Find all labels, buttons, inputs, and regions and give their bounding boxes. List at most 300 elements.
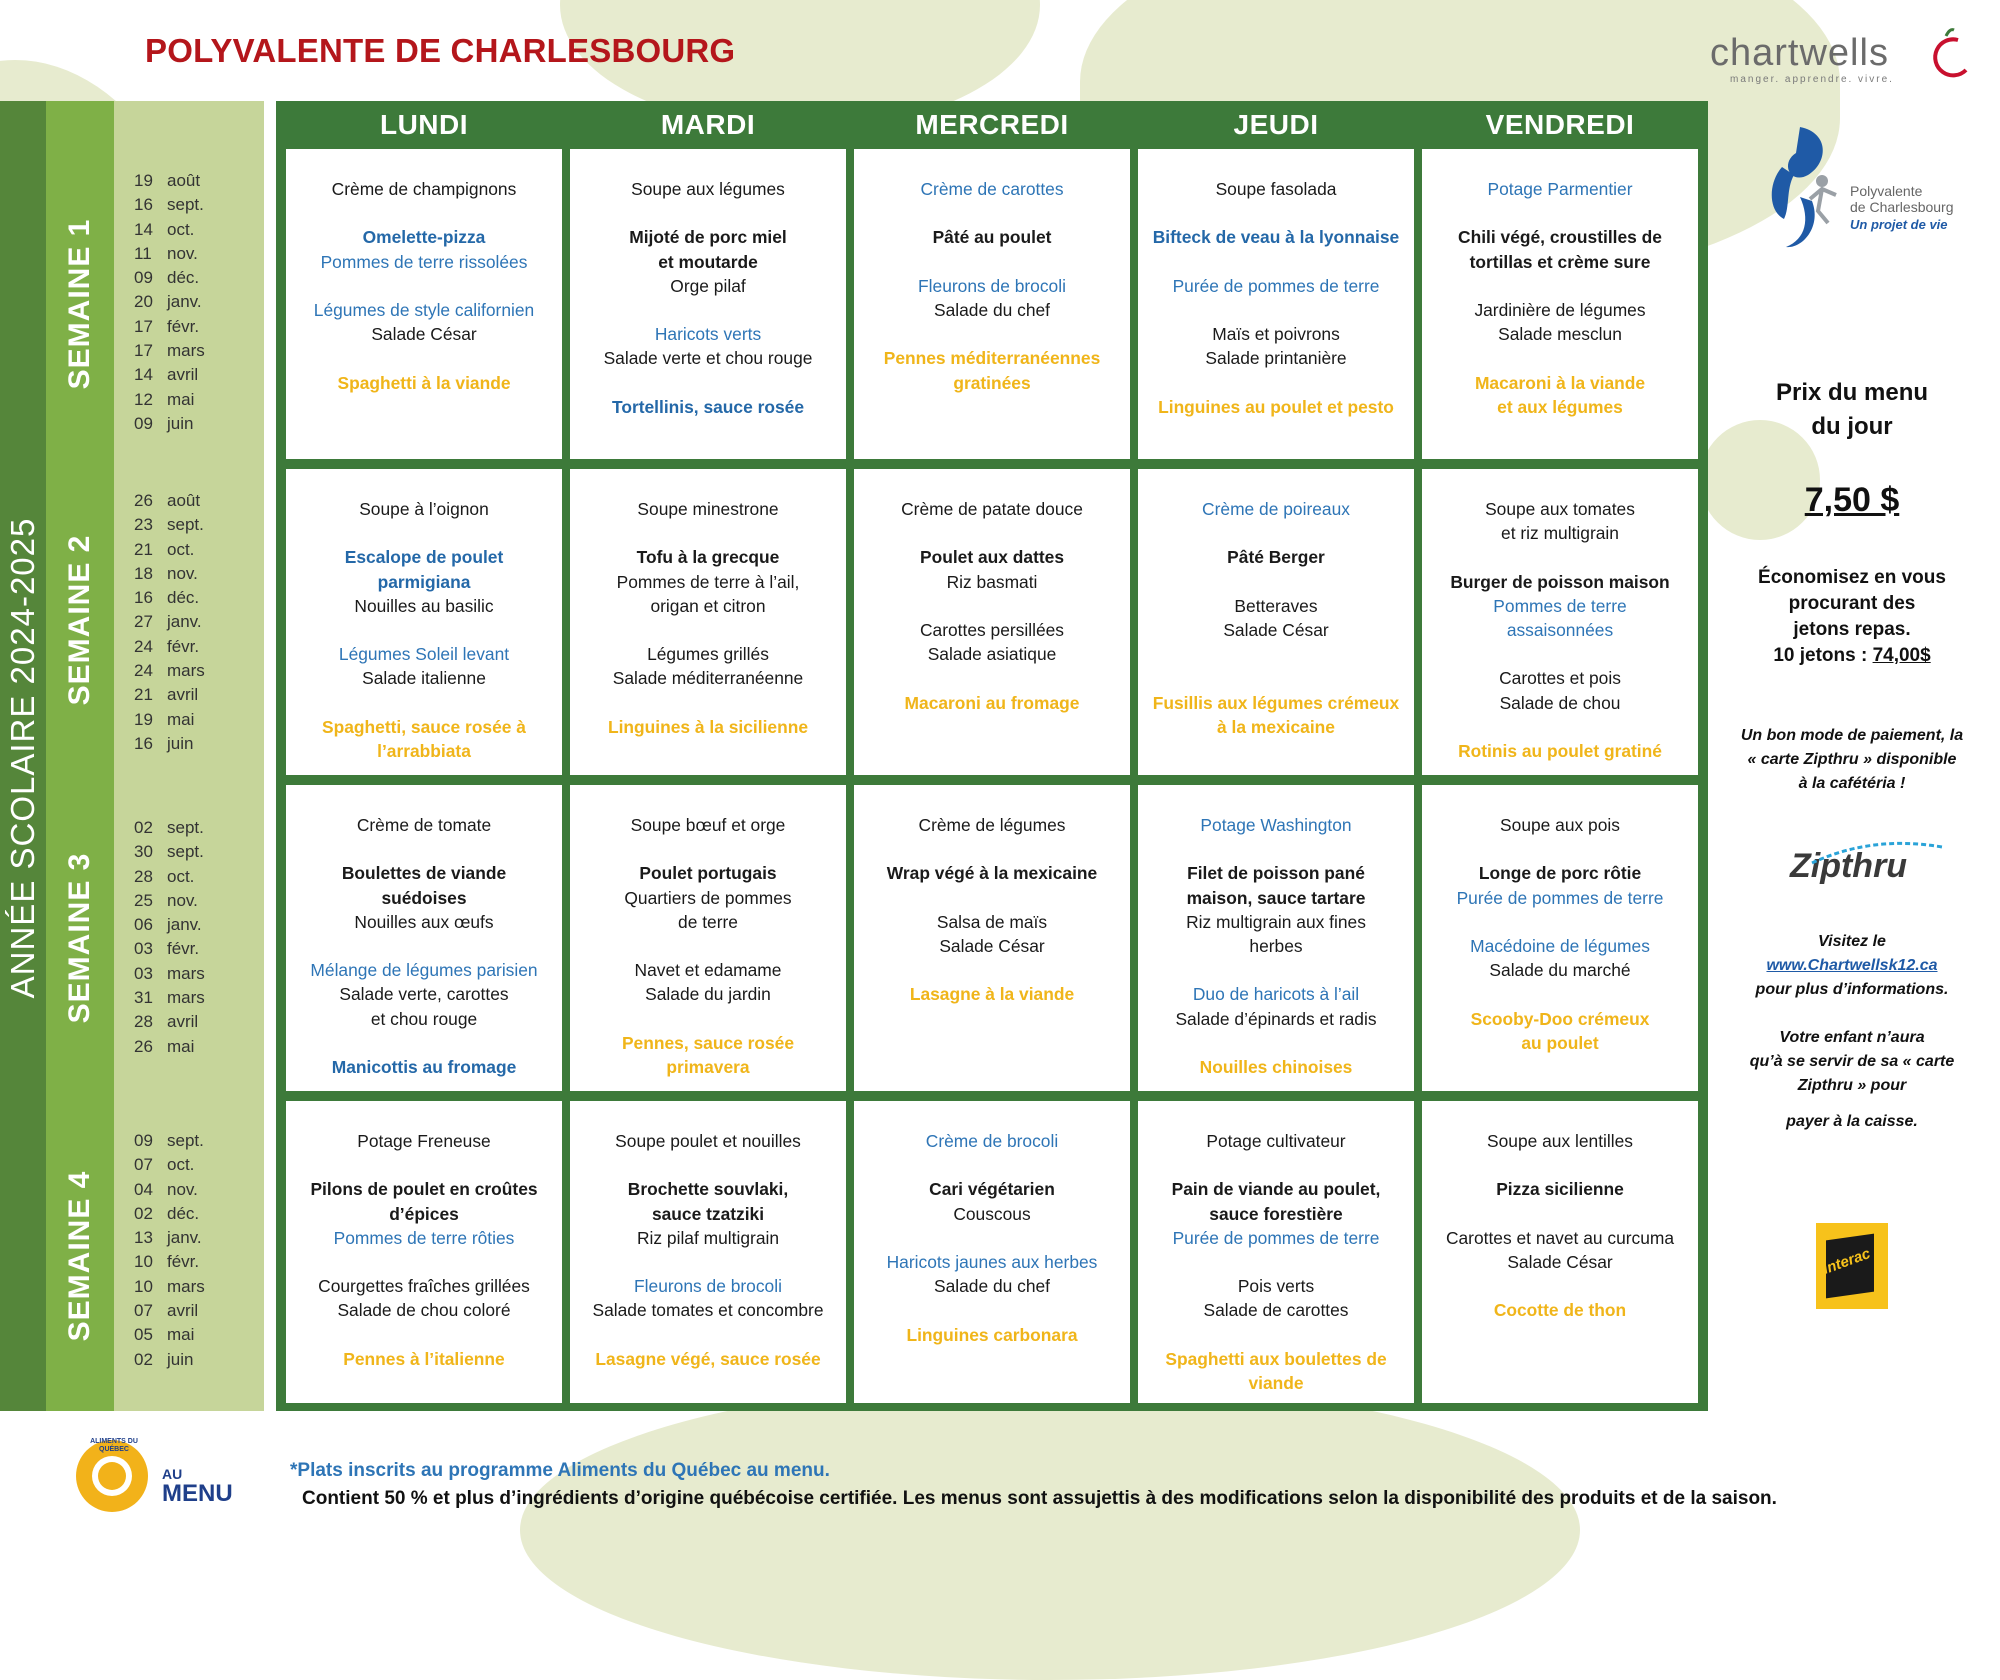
menu-spacer bbox=[574, 298, 842, 322]
date-day: 23 bbox=[134, 515, 153, 535]
date-day: 30 bbox=[134, 842, 153, 862]
menu-spacer bbox=[858, 1226, 1126, 1250]
aliments-au-text: AU bbox=[162, 1466, 183, 1482]
date-day: 09 bbox=[134, 268, 153, 288]
menu-cell-content bbox=[290, 177, 558, 395]
price-value: 7,50 $ bbox=[1804, 481, 1900, 519]
menu-item: Purée de pommes de terre bbox=[1172, 1227, 1380, 1248]
menu-spacer bbox=[290, 1153, 558, 1177]
child-line3: Zipthru » pour bbox=[1797, 1077, 1907, 1094]
menu-spacer bbox=[1142, 1153, 1410, 1177]
menu-item: Salade italienne bbox=[362, 668, 486, 689]
menu-item: Salade du chef bbox=[933, 299, 1051, 320]
menu-item: Navet et edamame bbox=[634, 960, 782, 981]
menu-spacer bbox=[1426, 545, 1694, 569]
bg-blob-bottom bbox=[520, 1380, 1580, 1680]
date-row bbox=[134, 1155, 205, 1179]
date-row bbox=[134, 685, 205, 709]
menu-item: sauce tzatziki bbox=[651, 1203, 765, 1224]
date-row bbox=[134, 1228, 205, 1252]
date-row bbox=[134, 390, 205, 414]
footnote-program: *Plats inscrits au programme Aliments du Québec au menu. bbox=[290, 1460, 830, 1481]
menu-spacer bbox=[1142, 837, 1410, 861]
zipthru-logo-text: Zipthru bbox=[1790, 847, 1908, 885]
date-day: 03 bbox=[134, 963, 153, 983]
menu-item: Spaghetti, sauce rosée à bbox=[322, 716, 526, 737]
date-month: sept. bbox=[167, 818, 204, 837]
menu-spacer bbox=[858, 958, 1126, 982]
date-day: 24 bbox=[134, 636, 153, 656]
date-month: avril bbox=[167, 685, 199, 705]
date-row bbox=[134, 637, 205, 661]
menu-item: Lasagne à la viande bbox=[909, 984, 1075, 1005]
aliments-menu-text: MENU bbox=[162, 1480, 233, 1507]
menu-item: sauce forestière bbox=[1209, 1203, 1343, 1224]
menu-item: Linguines carbonara bbox=[906, 1324, 1078, 1345]
date-row bbox=[134, 661, 205, 685]
date-day: 02 bbox=[134, 818, 153, 837]
menu-spacer bbox=[1142, 570, 1410, 594]
date-month: août bbox=[167, 491, 201, 510]
menu-spacer bbox=[574, 1323, 842, 1347]
menu-item: Pilons de poulet en croûtes bbox=[310, 1179, 538, 1200]
menu-item: Betteraves bbox=[1234, 595, 1318, 616]
date-day: 17 bbox=[134, 341, 153, 361]
date-row bbox=[134, 1252, 205, 1276]
date-month: juin bbox=[167, 1349, 194, 1369]
menu-spacer bbox=[1142, 298, 1410, 322]
menu-item: Lasagne végé, sauce rosée bbox=[595, 1348, 821, 1369]
menu-cell-content bbox=[290, 497, 558, 763]
date-month: mai bbox=[167, 389, 195, 409]
date-month: juin bbox=[167, 413, 194, 433]
menu-item: Pennes, sauce rosée bbox=[621, 1032, 795, 1053]
menu-item: et riz multigrain bbox=[1501, 523, 1619, 544]
menu-item: Pommes de terre rissolées bbox=[320, 251, 528, 272]
menu-item: Soupe à l’oignon bbox=[359, 499, 489, 519]
menu-spacer bbox=[1142, 1323, 1410, 1347]
menu-item: Potage Washington bbox=[1200, 815, 1352, 835]
date-day: 16 bbox=[134, 733, 153, 753]
date-row bbox=[134, 195, 205, 219]
date-day: 09 bbox=[134, 413, 153, 433]
date-row bbox=[134, 292, 205, 316]
menu-spacer bbox=[290, 274, 558, 298]
date-month: janv. bbox=[167, 292, 202, 312]
menu-spacer bbox=[858, 666, 1126, 690]
menu-item: Spaghetti aux boulettes de bbox=[1165, 1348, 1387, 1369]
date-month: déc. bbox=[167, 1203, 200, 1223]
date-row bbox=[134, 540, 205, 564]
menu-spacer bbox=[858, 521, 1126, 545]
menu-spacer bbox=[574, 1007, 842, 1031]
menu-cell-content bbox=[858, 177, 1126, 395]
menu-spacer bbox=[1142, 371, 1410, 395]
school-logo-line2: de Charlesbourg bbox=[1850, 199, 1954, 215]
menu-item: Pennes à l’italienne bbox=[343, 1348, 505, 1369]
menu-spacer bbox=[1142, 201, 1410, 225]
date-row bbox=[134, 341, 205, 365]
menu-spacer bbox=[858, 1153, 1126, 1177]
date-day: 24 bbox=[134, 661, 153, 681]
date-month: nov. bbox=[167, 563, 198, 583]
day-header: VENDREDI bbox=[1485, 109, 1635, 140]
menu-item: Poulet aux dattes bbox=[920, 547, 1064, 568]
date-day: 28 bbox=[134, 866, 153, 886]
menu-item: Crème de brocoli bbox=[925, 1131, 1059, 1151]
menu-cell bbox=[854, 785, 1130, 1091]
menu-cell-content bbox=[1142, 177, 1410, 419]
date-month: avril bbox=[167, 1012, 199, 1032]
menu-spacer bbox=[1426, 910, 1694, 934]
savings-line1: Économisez en vous bbox=[1758, 567, 1946, 588]
menu-item: Salade mesclun bbox=[1498, 324, 1622, 345]
menu-item: Potage Parmentier bbox=[1487, 179, 1633, 199]
menu-item: Légumes grillés bbox=[647, 644, 769, 665]
date-row bbox=[134, 915, 205, 939]
menu-item: Tortellinis, sauce rosée bbox=[611, 396, 805, 417]
date-month: sept. bbox=[167, 842, 204, 862]
school-logo-line3: Un projet de vie bbox=[1850, 217, 1948, 232]
menu-spacer bbox=[574, 691, 842, 715]
date-month: avril bbox=[167, 1301, 199, 1321]
menu-spacer bbox=[290, 934, 558, 958]
date-month: oct. bbox=[167, 219, 195, 239]
menu-item: herbes bbox=[1249, 936, 1303, 956]
menu-spacer bbox=[1142, 1031, 1410, 1055]
tokens-line bbox=[1712, 645, 1992, 667]
date-month: déc. bbox=[167, 268, 200, 288]
date-row bbox=[134, 842, 205, 866]
menu-item: au poulet bbox=[1521, 1032, 1599, 1053]
menu-item: Duo de haricots à l’ail bbox=[1192, 984, 1360, 1005]
menu-spacer bbox=[858, 837, 1126, 861]
menu-spacer bbox=[1142, 666, 1410, 690]
menu-item: Crème de champignons bbox=[331, 179, 517, 199]
menu-item: à la mexicaine bbox=[1217, 716, 1335, 737]
visit-link[interactable]: www.Chartwellsk12.ca bbox=[1766, 957, 1938, 974]
menu-item: Quartiers de pommes bbox=[624, 887, 792, 908]
date-month: nov. bbox=[167, 243, 198, 263]
date-month: sept. bbox=[167, 195, 204, 215]
menu-cell-content bbox=[1426, 1129, 1694, 1323]
brand-name: chartwells bbox=[1710, 32, 1889, 74]
menu-cell bbox=[286, 149, 562, 459]
week-label: SEMAINE 2 bbox=[63, 534, 96, 706]
menu-item: Salade du marché bbox=[1489, 960, 1631, 981]
menu-item: d’épices bbox=[389, 1203, 459, 1224]
menu-item: Salade verte, carottes bbox=[339, 984, 509, 1005]
menu-item: Pommes de terre à l’ail, bbox=[616, 571, 800, 592]
menu-item: Soupe minestrone bbox=[637, 499, 779, 519]
date-row bbox=[134, 491, 205, 515]
menu-item: Crème de tomate bbox=[356, 815, 492, 835]
menu-cell-content bbox=[1426, 813, 1694, 1055]
date-day: 02 bbox=[134, 1203, 153, 1223]
date-row bbox=[134, 564, 205, 588]
menu-spacer bbox=[574, 934, 842, 958]
menu-item: Omelette-pizza bbox=[362, 227, 486, 248]
date-row bbox=[134, 244, 205, 268]
zipthru-swoosh-icon bbox=[1802, 839, 1952, 869]
date-row bbox=[134, 317, 205, 341]
zipthru-logo bbox=[1782, 839, 1942, 899]
menu-item: Purée de pommes de terre bbox=[1172, 275, 1380, 296]
date-row bbox=[134, 414, 205, 438]
menu-item: Pain de viande au poulet, bbox=[1171, 1179, 1381, 1200]
menu-item: Haricots verts bbox=[654, 324, 762, 345]
date-month: mars bbox=[167, 988, 205, 1008]
date-month: août bbox=[167, 171, 201, 190]
date-row bbox=[134, 964, 205, 988]
menu-cell bbox=[1422, 149, 1698, 459]
menu-spacer bbox=[1426, 715, 1694, 739]
menu-item: Linguines au poulet et pesto bbox=[1158, 396, 1394, 417]
menu-spacer bbox=[574, 837, 842, 861]
right-panel bbox=[1712, 101, 2000, 1411]
menu-item: Potage Freneuse bbox=[357, 1131, 491, 1151]
menu-item: et moutarde bbox=[658, 251, 758, 272]
menu-cell-content bbox=[858, 497, 1126, 715]
price-title-line1: Prix du menu bbox=[1775, 379, 1929, 406]
date-row bbox=[134, 515, 205, 539]
date-day: 19 bbox=[134, 171, 153, 190]
date-row bbox=[134, 1012, 205, 1036]
date-month: mars bbox=[167, 1276, 205, 1296]
menu-item: Crème de carottes bbox=[920, 179, 1064, 199]
menu-item: l’arrabbiata bbox=[377, 740, 471, 761]
menu-item: Salade César bbox=[1223, 619, 1329, 640]
menu-item: Salade de chou coloré bbox=[337, 1300, 511, 1321]
menu-item: Soupe fasolada bbox=[1215, 179, 1337, 199]
date-day: 07 bbox=[134, 1155, 153, 1175]
menu-item: Salade du jardin bbox=[645, 984, 771, 1005]
day-header: MERCREDI bbox=[915, 109, 1069, 140]
date-row bbox=[134, 1350, 205, 1374]
menu-item: Légumes de style californien bbox=[313, 299, 535, 320]
menu-spacer bbox=[858, 322, 1126, 346]
menu-item: Cocotte de thon bbox=[1493, 1300, 1627, 1321]
menu-item: Soupe bœuf et orge bbox=[630, 815, 786, 835]
date-month: oct. bbox=[167, 539, 195, 559]
date-row bbox=[134, 268, 205, 292]
menu-cell-content bbox=[1426, 177, 1694, 419]
date-row bbox=[134, 1037, 205, 1061]
menu-cell-content bbox=[574, 177, 842, 419]
date-month: sept. bbox=[167, 1131, 204, 1150]
menu-item: et chou rouge bbox=[370, 1008, 478, 1029]
menu-grid bbox=[276, 101, 1708, 1411]
menu-cell bbox=[854, 1101, 1130, 1403]
menu-item: Soupe aux tomates bbox=[1485, 499, 1635, 519]
savings-line3: jetons repas. bbox=[1793, 619, 1911, 640]
date-month: févr. bbox=[167, 316, 200, 336]
apple-icon bbox=[1928, 26, 1972, 82]
menu-item: Escalope de poulet bbox=[344, 547, 504, 568]
date-day: 18 bbox=[134, 563, 153, 583]
date-month: janv. bbox=[167, 915, 202, 935]
date-day: 12 bbox=[134, 389, 153, 409]
menu-spacer bbox=[858, 886, 1126, 910]
date-row bbox=[134, 1325, 205, 1349]
day-header: MARDI bbox=[660, 109, 756, 140]
menu-item: Salade verte et chou rouge bbox=[603, 348, 813, 369]
date-month: mars bbox=[167, 963, 205, 983]
menu-cell bbox=[570, 785, 846, 1091]
date-row bbox=[134, 818, 205, 842]
date-day: 21 bbox=[134, 685, 153, 705]
menu-cell bbox=[854, 149, 1130, 459]
date-month: janv. bbox=[167, 612, 202, 632]
date-month: avril bbox=[167, 365, 199, 385]
menu-item: parmigiana bbox=[377, 571, 471, 592]
date-day: 16 bbox=[134, 195, 153, 215]
footnote-disclaimer: Contient 50 % et plus d’ingrédients d’origine québécoise certifiée. Les menus sont assujettis à des modifications selon la disponibilité des produits et de la saison. bbox=[302, 1488, 1777, 1509]
date-month: févr. bbox=[167, 1252, 200, 1272]
date-day: 26 bbox=[134, 491, 153, 510]
date-month: oct. bbox=[167, 1155, 195, 1175]
menu-spacer bbox=[858, 594, 1126, 618]
date-row bbox=[134, 1277, 205, 1301]
menu-item: maison, sauce tartare bbox=[1186, 887, 1366, 908]
date-day: 02 bbox=[134, 1349, 153, 1369]
menu-item: Soupe poulet et nouilles bbox=[615, 1131, 801, 1151]
visit-line1: Visitez le bbox=[1818, 933, 1886, 950]
date-day: 17 bbox=[134, 316, 153, 336]
date-day: 10 bbox=[134, 1276, 153, 1296]
menu-cell bbox=[286, 785, 562, 1091]
menu-item: Riz pilaf multigrain bbox=[636, 1227, 780, 1248]
savings-line2: procurant des bbox=[1788, 593, 1916, 614]
menu-cell-content bbox=[290, 1129, 558, 1371]
menu-item: Cari végétarien bbox=[929, 1179, 1055, 1200]
menu-spacer bbox=[858, 201, 1126, 225]
menu-cell bbox=[286, 1101, 562, 1403]
menu-item: Salade printanière bbox=[1205, 348, 1347, 369]
menu-item: Soupe aux pois bbox=[1500, 815, 1620, 835]
menu-item: Filet de poisson pané bbox=[1187, 863, 1365, 884]
menu-spacer bbox=[290, 201, 558, 225]
menu-cell bbox=[1422, 785, 1698, 1091]
date-list bbox=[134, 1131, 205, 1374]
menu-item: Fleurons de brocoli bbox=[918, 275, 1066, 296]
menu-cell bbox=[1138, 785, 1414, 1091]
menu-item: Soupe aux légumes bbox=[631, 179, 785, 199]
menu-spacer bbox=[290, 691, 558, 715]
menu-spacer bbox=[858, 250, 1126, 274]
date-row bbox=[134, 220, 205, 244]
menu-item: Salade d’épinards et radis bbox=[1175, 1008, 1377, 1029]
menu-item: Chili végé, croustilles de bbox=[1458, 227, 1662, 248]
menu-item: Salade asiatique bbox=[927, 644, 1057, 665]
date-month: mai bbox=[167, 1036, 195, 1056]
menu-item: Pennes méditerranéennes bbox=[883, 348, 1101, 369]
menu-item: Haricots jaunes aux herbes bbox=[886, 1251, 1098, 1272]
menu-cell-content bbox=[574, 1129, 842, 1371]
menu-item: gratinées bbox=[953, 372, 1031, 393]
date-month: sept. bbox=[167, 515, 204, 535]
menu-cell bbox=[1422, 1101, 1698, 1403]
menu-item: Spaghetti à la viande bbox=[337, 372, 511, 393]
date-day: 25 bbox=[134, 890, 153, 910]
menu-item: Macédoine de légumes bbox=[1470, 935, 1650, 956]
child-line4: payer à la caisse. bbox=[1786, 1113, 1918, 1130]
date-row bbox=[134, 1301, 205, 1325]
menu-cell-content bbox=[574, 813, 842, 1079]
date-day: 11 bbox=[134, 243, 152, 263]
date-day: 04 bbox=[134, 1179, 153, 1199]
date-month: févr. bbox=[167, 636, 200, 656]
page-title: POLYVALENTE DE CHARLESBOURG bbox=[145, 32, 736, 69]
date-list bbox=[134, 491, 205, 758]
menu-cell-content bbox=[1142, 497, 1410, 739]
date-day: 03 bbox=[134, 939, 153, 959]
menu-item: Carottes et navet au curcuma bbox=[1445, 1227, 1675, 1248]
date-day: 28 bbox=[134, 1012, 153, 1032]
menu-item: Salade César bbox=[939, 935, 1045, 956]
menu-spacer bbox=[290, 521, 558, 545]
menu-spacer bbox=[290, 346, 558, 370]
date-row bbox=[134, 1204, 205, 1228]
menu-item: Salade César bbox=[1507, 1251, 1613, 1272]
menu-item: Purée de pommes de terre bbox=[1456, 887, 1664, 908]
date-day: 31 bbox=[134, 988, 153, 1008]
menu-spacer bbox=[1142, 958, 1410, 982]
date-day: 10 bbox=[134, 1252, 153, 1272]
menu-spacer bbox=[1426, 642, 1694, 666]
menu-item: Rotinis au poulet gratiné bbox=[1458, 740, 1662, 761]
date-day: 14 bbox=[134, 365, 153, 385]
menu-cell bbox=[570, 1101, 846, 1403]
menu-cell bbox=[854, 469, 1130, 775]
menu-spacer bbox=[1426, 1274, 1694, 1298]
menu-item: Pizza sicilienne bbox=[1496, 1179, 1624, 1200]
menu-item: Riz multigrain aux fines bbox=[1186, 911, 1366, 932]
payment-line1: Un bon mode de paiement, la bbox=[1740, 727, 1964, 744]
menu-cell bbox=[570, 469, 846, 775]
menu-item: Crème de légumes bbox=[918, 815, 1066, 835]
menu-spacer bbox=[290, 618, 558, 642]
date-row bbox=[134, 612, 205, 636]
menu-item: Soupe aux lentilles bbox=[1487, 1131, 1633, 1151]
tokens-price: 74,00$ bbox=[1872, 645, 1931, 666]
menu-item: Orge pilaf bbox=[670, 275, 746, 296]
interac-logo bbox=[1816, 1223, 1888, 1309]
child-line1: Votre enfant n’aura bbox=[1779, 1029, 1925, 1046]
menu-item: Manicottis au fromage bbox=[331, 1056, 517, 1077]
menu-spacer bbox=[1426, 1202, 1694, 1226]
menu-item: Courgettes fraîches grillées bbox=[318, 1276, 530, 1297]
menu-spacer bbox=[1426, 201, 1694, 225]
week-label: SEMAINE 4 bbox=[63, 1170, 96, 1342]
menu-item: Mijoté de porc miel bbox=[629, 227, 787, 248]
menu-cell bbox=[1138, 1101, 1414, 1403]
menu-spacer bbox=[574, 521, 842, 545]
menu-item: Macaroni au fromage bbox=[904, 692, 1080, 713]
menu-item: Pâté Berger bbox=[1227, 547, 1325, 568]
menu-item: Poulet portugais bbox=[639, 863, 777, 884]
menu-item: Carottes et pois bbox=[1499, 668, 1621, 689]
date-day: 27 bbox=[134, 612, 153, 632]
date-day: 05 bbox=[134, 1325, 153, 1345]
date-month: mars bbox=[167, 661, 205, 681]
menu-item: Nouilles chinoises bbox=[1199, 1056, 1353, 1077]
menu-item: Salade César bbox=[371, 324, 477, 345]
menu-item: Pois verts bbox=[1237, 1276, 1315, 1297]
menu-item: et aux légumes bbox=[1497, 396, 1623, 417]
menu-item: Couscous bbox=[953, 1203, 1031, 1224]
date-month: mai bbox=[167, 709, 195, 729]
